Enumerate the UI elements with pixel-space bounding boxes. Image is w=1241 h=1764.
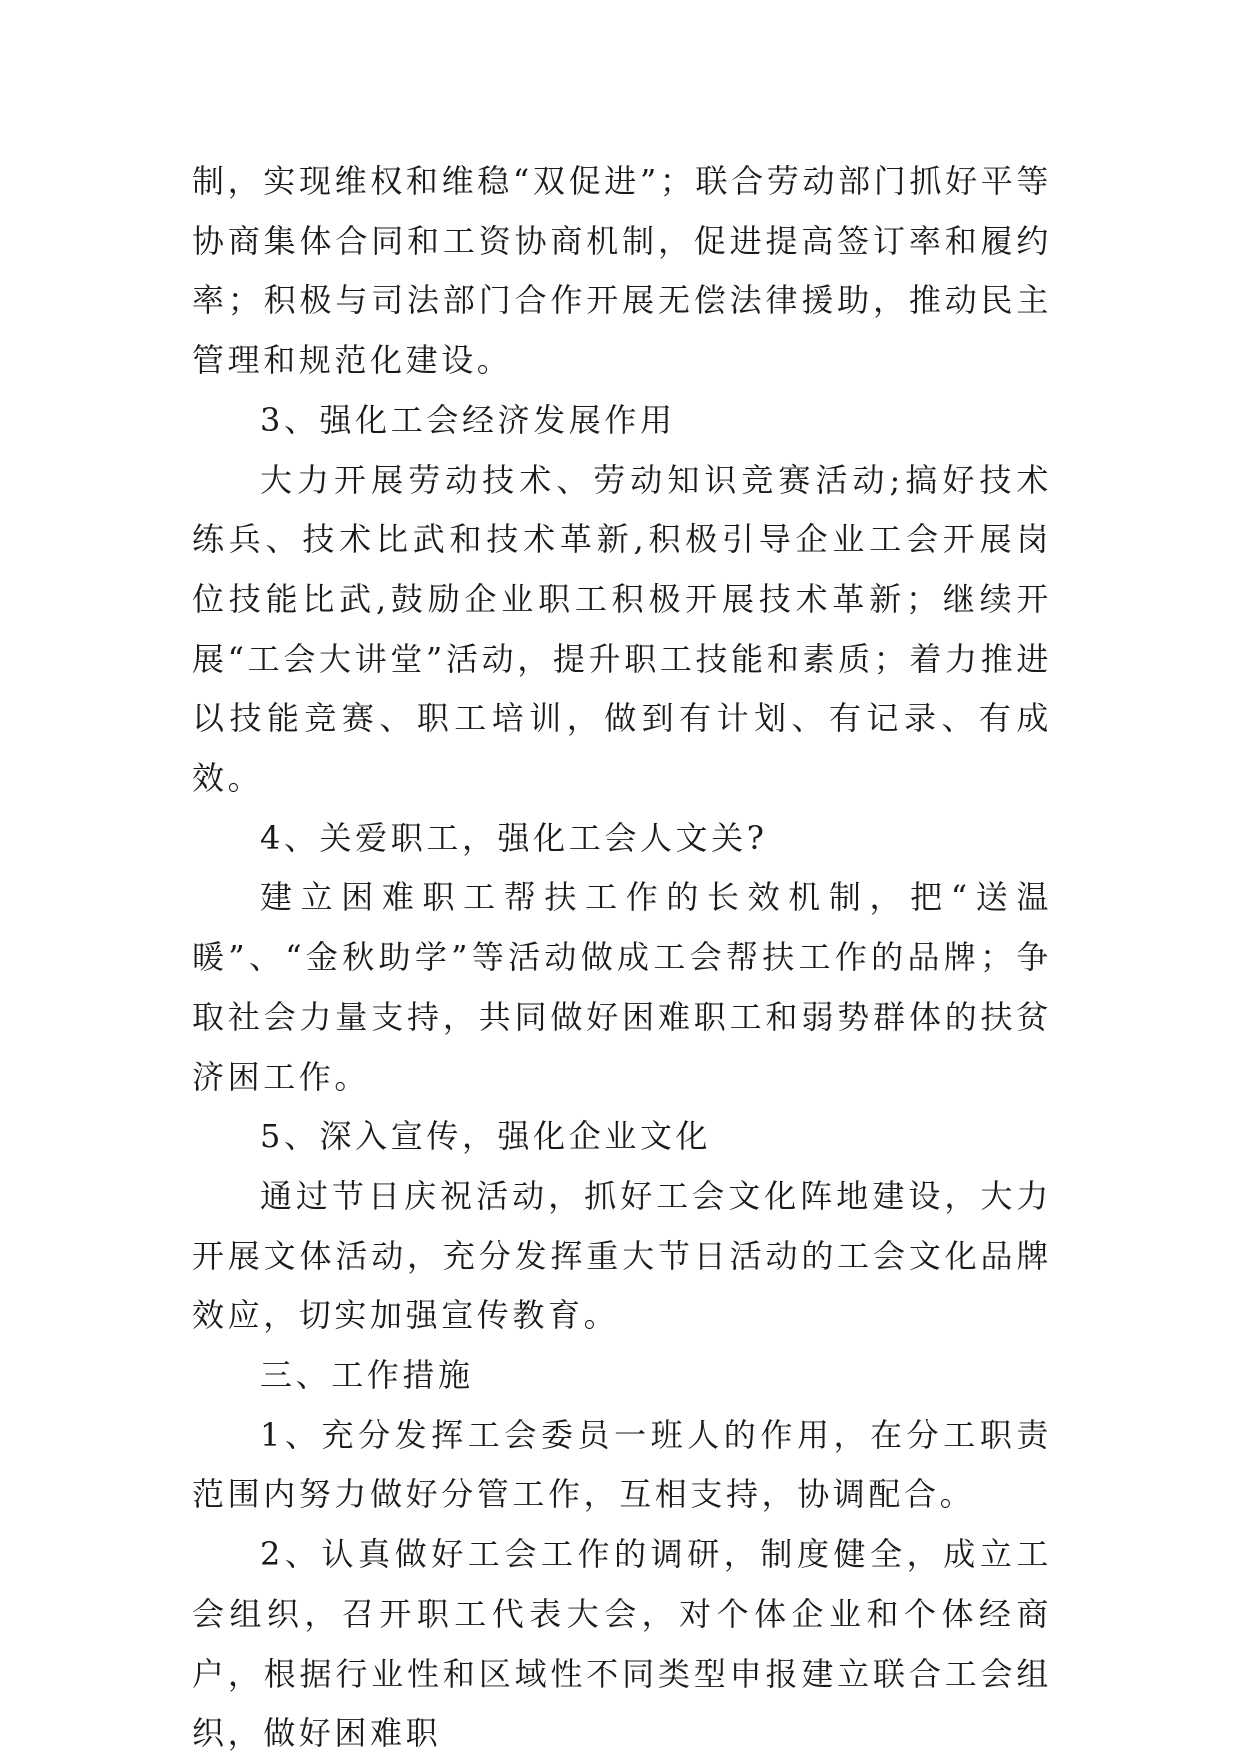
- heading-care-for-workers: 4、关爱职工，强化工会人文关?: [260, 818, 768, 857]
- heading-corporate-culture: 5、深入宣传，强化企业文化: [260, 1117, 712, 1156]
- paragraph-assistance-mechanism: 建立困难职工帮扶工作的长效机制，把“送温暖”、“金秋助学”等活动做成工会帮扶工作的品牌；争取社会力量支持，共同做好困难职工和弱势群体的扶贫济困工作。: [192, 878, 1052, 1096]
- paragraph-measure-2: 2、认真做好工会工作的调研，制度健全，成立工会组织，召开职工代表大会，对个体企业和个体经商户，根据行业性和区域性不同类型申报建立联合工会组织，做好困难职: [192, 1535, 1052, 1753]
- paragraph-skills-competition: 大力开展劳动技术、劳动知识竞赛活动;搞好技术练兵、技术比武和技术革新,积极引导企业工会开展岗位技能比武,鼓励企业职工积极开展技术革新；继续开展“工会大讲堂”活动，提升职工技能和素质；着力推进以技能竞赛、职工培训，做到有计划、有记录、有成效。: [192, 460, 1052, 798]
- paragraph-continuation: 制，实现维权和维稳“双促进”；联合劳动部门抓好平等协商集体合同和工资协商机制，促进提高签订率和履约率；积极与司法部门合作开展无偿法律援助，推动民主管理和规范化建设。: [192, 162, 1052, 380]
- paragraph-cultural-activities: 通过节日庆祝活动，抓好工会文化阵地建设，大力开展文体活动，充分发挥重大节日活动的工会文化品牌效应，切实加强宣传教育。: [192, 1176, 1052, 1335]
- document-body: [192, 152, 1052, 1764]
- heading-economic-development: 3、强化工会经济发展作用: [260, 400, 676, 439]
- heading-work-measures: 三、工作措施: [260, 1356, 474, 1395]
- paragraph-measure-1: 1、充分发挥工会委员一班人的作用，在分工职责范围内努力做好分管工作，互相支持，协调配合。: [192, 1415, 1052, 1514]
